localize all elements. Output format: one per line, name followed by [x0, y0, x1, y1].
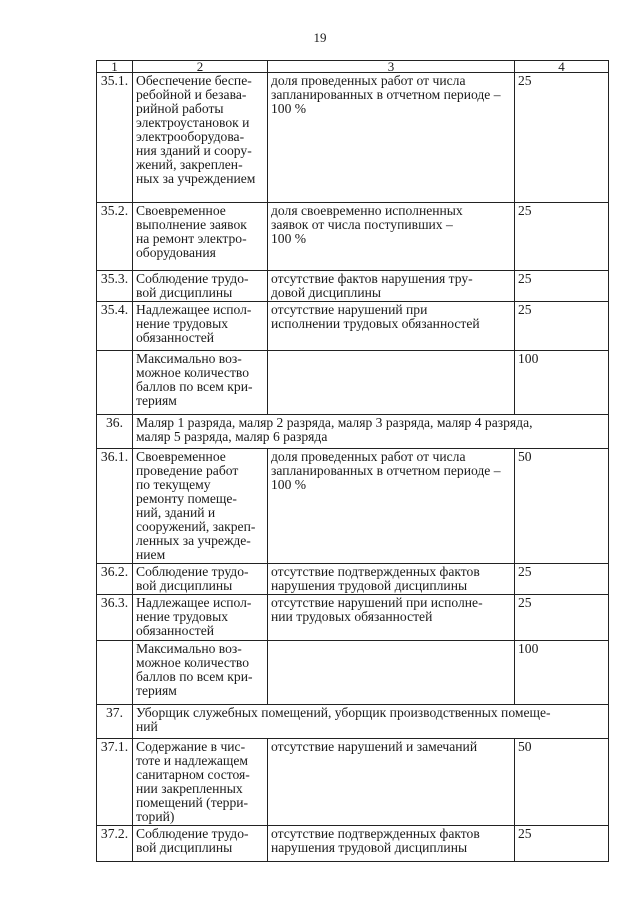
group-title: Уборщик служебных помещений, уборщик производственных помеще- ний: [133, 705, 609, 739]
indicator-cell: отсутствие нарушений при исполне- нии трудовых обязанностей: [268, 595, 515, 641]
criterion-cell: Надлежащее испол- нение трудовых обязанностей: [133, 595, 268, 641]
criterion-cell: Обеспечение беспе- ребойной и безава- рийной работы электроустановок и электрооборудова- ния зданий и соору- жений, закреплен- ных за учреждением: [133, 73, 268, 203]
points-cell: 100: [515, 641, 609, 705]
criterion-cell: Соблюдение трудо- вой дисциплины: [133, 271, 268, 302]
row-number: 35.1.: [97, 73, 133, 203]
points-cell: 100: [515, 351, 609, 415]
group-number: 37.: [97, 705, 133, 739]
row-number: 37.1.: [97, 739, 133, 826]
points-cell: 25: [515, 564, 609, 595]
indicator-cell: [268, 641, 515, 705]
indicator-cell: доля проведенных работ от числа запланированных в отчетном периоде – 100 %: [268, 73, 515, 203]
table-row: [97, 564, 609, 595]
criterion-cell: Соблюдение трудо- вой дисциплины: [133, 826, 268, 862]
header-col-2: 2: [133, 61, 268, 73]
criteria-table: [96, 60, 609, 862]
criterion-cell: Своевременное выполнение заявок на ремонт электро- оборудования: [133, 203, 268, 271]
criterion-cell: Своевременное проведение работ по текущему ремонту помеще- ний, зданий и сооружений, закреп- ленных за учрежде- нием: [133, 449, 268, 564]
indicator-cell: отсутствие подтвержденных фактов нарушения трудовой дисциплины: [268, 564, 515, 595]
row-number: [97, 351, 133, 415]
indicator-cell: [268, 351, 515, 415]
criterion-cell: Максимально воз- можное количество баллов по всем кри- териям: [133, 641, 268, 705]
row-number: 36.3.: [97, 595, 133, 641]
indicator-cell: отсутствие фактов нарушения тру- довой дисциплины: [268, 271, 515, 302]
row-number: 35.4.: [97, 302, 133, 351]
header-col-3: 3: [268, 61, 515, 73]
criteria-table-body: [97, 61, 609, 862]
page-number: 19: [313, 30, 327, 45]
indicator-cell: доля своевременно исполненных заявок от числа поступивших – 100 %: [268, 203, 515, 271]
table-row: [97, 739, 609, 826]
criterion-cell: Соблюдение трудо- вой дисциплины: [133, 564, 268, 595]
row-number: 37.2.: [97, 826, 133, 862]
table-row: [97, 271, 609, 302]
group-number: 36.: [97, 415, 133, 449]
table-row: [97, 641, 609, 705]
indicator-cell: доля проведенных работ от числа запланированных в отчетном периоде – 100 %: [268, 449, 515, 564]
table-row: [97, 73, 609, 203]
row-number: 35.3.: [97, 271, 133, 302]
indicator-cell: отсутствие нарушений и замечаний: [268, 739, 515, 826]
points-cell: 50: [515, 739, 609, 826]
table-row: [97, 449, 609, 564]
table-row: [97, 595, 609, 641]
group-row: [97, 705, 609, 739]
points-cell: 25: [515, 203, 609, 271]
points-cell: 25: [515, 302, 609, 351]
table-row: [97, 302, 609, 351]
points-cell: 25: [515, 73, 609, 203]
criterion-cell: Содержание в чис- тоте и надлежащем санитарном состоя- нии закрепленных помещений (терри- торий): [133, 739, 268, 826]
indicator-cell: отсутствие подтвержденных фактов нарушения трудовой дисциплины: [268, 826, 515, 862]
row-number: 36.1.: [97, 449, 133, 564]
table-row: [97, 826, 609, 862]
table-row: [97, 203, 609, 271]
header-col-1: 1: [97, 61, 133, 73]
row-number: 35.2.: [97, 203, 133, 271]
points-cell: 50: [515, 449, 609, 564]
row-number: [97, 641, 133, 705]
criterion-cell: Надлежащее испол- нение трудовых обязанностей: [133, 302, 268, 351]
table-row: [97, 351, 609, 415]
points-cell: 25: [515, 595, 609, 641]
group-row: [97, 415, 609, 449]
table-header-row: [97, 61, 609, 73]
indicator-cell: отсутствие нарушений при исполнении трудовых обязанностей: [268, 302, 515, 351]
points-cell: 25: [515, 826, 609, 862]
points-cell: 25: [515, 271, 609, 302]
group-title: Маляр 1 разряда, маляр 2 разряда, маляр 3 разряда, маляр 4 разряда, маляр 5 разряда, маляр 6 разряда: [133, 415, 609, 449]
row-number: 36.2.: [97, 564, 133, 595]
criterion-cell: Максимально воз- можное количество баллов по всем кри- териям: [133, 351, 268, 415]
header-col-4: 4: [515, 61, 609, 73]
